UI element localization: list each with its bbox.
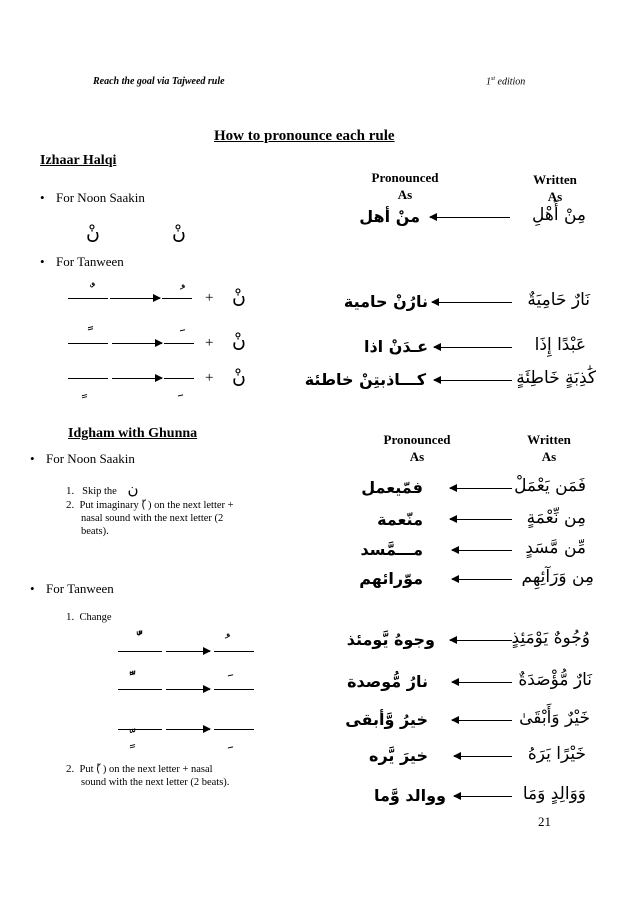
page-number: 21 xyxy=(538,814,551,829)
blank-line xyxy=(214,651,254,652)
idgham-col-written-line1: Written xyxy=(527,432,571,447)
tanween-pronounced-5: ووالد وَّما xyxy=(373,786,446,805)
noon-sukun: نْ xyxy=(232,330,246,352)
idgham-written-1: فَمَن يَعْمَلْ xyxy=(514,476,586,496)
arrow-left xyxy=(452,720,512,721)
idgham-pronounced-2: منّعمة xyxy=(377,510,423,529)
header-right xyxy=(486,76,525,87)
step-text: Change xyxy=(79,612,112,623)
tanween-step-1 xyxy=(66,611,112,624)
step-text: Put (ّ ) on the next letter + nasal xyxy=(79,764,213,775)
tanween-written-1: وُجُوهٌ يَوْمَئِذٍ xyxy=(511,628,590,648)
izhaar-col-written-line2: As xyxy=(547,189,563,204)
arrow-right xyxy=(166,689,210,690)
izhaar-col-pronounced-line2: As xyxy=(397,187,413,202)
noon-glyph: ن xyxy=(127,480,139,498)
izhaar-col-written xyxy=(520,171,590,205)
noon-step-2 xyxy=(66,499,234,538)
izhaar-noon-saakin-label: • For Noon Saakin xyxy=(40,190,145,206)
tanween-written-5: وَوَالِدٍ وَمَا xyxy=(522,784,586,804)
idgham-col-written-line2: As xyxy=(541,449,557,464)
izhaar-tanween-label: • For Tanween xyxy=(40,254,124,270)
tanween-pronounced-2: نارُ مُّوصدة xyxy=(347,672,428,691)
step-number: 2. xyxy=(66,763,75,775)
plus-sign: + xyxy=(205,335,214,351)
noon-example-2: نْ xyxy=(172,222,186,244)
arrow-left xyxy=(454,796,512,797)
tanween-written-4: خَيْرًا يَرَهُ xyxy=(527,744,586,764)
step-text: Put imaginary (ّ ) on the next letter + xyxy=(79,500,234,511)
blank-line xyxy=(164,378,194,379)
blank-line xyxy=(68,343,108,344)
arrow-left xyxy=(434,380,512,381)
idgham-pronounced-4: موّرائهم xyxy=(359,569,423,588)
arrow-right xyxy=(112,343,162,344)
noon-sukun: نْ xyxy=(232,366,246,388)
step-text-line2: nasal sound with the next letter (2 xyxy=(81,513,224,524)
arrow-right xyxy=(166,729,210,730)
arrow-left xyxy=(450,488,512,489)
blank-line xyxy=(118,729,162,730)
page-title: How to pronounce each rule xyxy=(214,128,395,144)
idgham-written-2: مِن نِّعْمَةٍ xyxy=(526,508,586,528)
izhaar-pronounced-1: منْ أهل xyxy=(359,207,420,226)
blank-line xyxy=(68,378,108,379)
idgham-written-4: مِن وَرَآئِهِم xyxy=(521,567,594,587)
blank-line xyxy=(214,729,254,730)
arrow-left xyxy=(452,682,512,683)
step-text: Skip the xyxy=(82,486,117,497)
izhaar-col-pronounced xyxy=(360,169,450,203)
izhaar-written-3: عَبْدًا إِذَا xyxy=(534,335,586,355)
blank-line xyxy=(214,689,254,690)
izhaar-pronounced-2: نارُنْ حامية xyxy=(343,292,428,311)
arrow-left xyxy=(452,579,512,580)
plus-sign: + xyxy=(205,290,214,306)
arrow-left xyxy=(450,640,512,641)
tanween-pronounced-4: خيرَ يَّره xyxy=(369,746,428,765)
arrow-right xyxy=(112,378,162,379)
idgham-pronounced-3: مـــمَّسد xyxy=(360,540,423,559)
izhaar-pronounced-3: عـدَنْ اذا xyxy=(363,337,428,356)
idgham-col-pronounced-line1: Pronounced xyxy=(383,432,451,447)
arrow-left xyxy=(450,519,512,520)
blank-line xyxy=(118,689,162,690)
idgham-col-pronounced-line2: As xyxy=(409,449,425,464)
blank-line xyxy=(68,298,108,299)
izhaar-written-1: مِنْ أَهْلِ xyxy=(531,205,586,225)
idgham-col-written xyxy=(514,431,584,465)
izhaar-pronounced-4: كـــاذبتِنْ خاطئة xyxy=(304,370,426,389)
tanween-step-2 xyxy=(66,763,229,789)
idgham-tanween-label: • For Tanween xyxy=(30,581,114,597)
plus-sign: + xyxy=(205,370,214,386)
header-left: Reach the goal via Tajweed rule xyxy=(93,76,225,87)
step-text-line2: sound with the next letter (2 beats). xyxy=(81,777,230,788)
idgham-col-pronounced xyxy=(372,431,462,465)
edition-word: edition xyxy=(495,76,526,88)
arrow-right xyxy=(166,651,210,652)
arrow-left xyxy=(430,217,510,218)
arrow-left xyxy=(452,550,512,551)
noon-sukun: نْ xyxy=(232,286,246,308)
edition-suffix: st xyxy=(491,76,496,82)
blank-line xyxy=(162,298,192,299)
noon-step-1 xyxy=(66,480,139,498)
izhaar-written-4: كَٰذِبَةٍ خَاطِئَةٍ xyxy=(516,368,596,388)
step-text-line3: beats). xyxy=(81,526,109,537)
step-number: 1. xyxy=(66,485,75,497)
arrow-left xyxy=(434,347,512,348)
izhaar-col-written-line1: Written xyxy=(533,172,577,187)
tanween-pronounced-1: وجوهُ يَّومئذ xyxy=(346,630,435,649)
izhaar-written-2: نَارٌ حَامِيَةٌ xyxy=(527,290,590,310)
noon-example-1: نْ xyxy=(86,222,100,244)
arrow-left xyxy=(432,302,512,303)
tanween-written-2: نَارٌ مُّؤْصَدَةٌ xyxy=(518,670,592,690)
idgham-heading: Idgham with Ghunna xyxy=(68,426,198,441)
blank-line xyxy=(118,651,162,652)
arrow-right xyxy=(110,298,160,299)
izhaar-heading: Izhaar Halqi xyxy=(40,153,117,168)
tanween-pronounced-3: خيرُ وَّأبقى xyxy=(345,710,428,729)
idgham-pronounced-1: فمّيعمل xyxy=(361,478,423,497)
step-number: 1. xyxy=(66,611,75,623)
tanween-written-3: خَيْرٌ وَأَبْقَىٰ xyxy=(519,708,590,728)
step-number: 2. xyxy=(66,499,75,511)
blank-line xyxy=(164,343,194,344)
izhaar-col-pronounced-line1: Pronounced xyxy=(371,170,439,185)
edition-number: 1 xyxy=(486,76,491,88)
arrow-left xyxy=(454,756,512,757)
idgham-written-3: مِّن مَّسَدٍ xyxy=(525,538,586,558)
idgham-noon-saakin-label: • For Noon Saakin xyxy=(30,451,135,467)
